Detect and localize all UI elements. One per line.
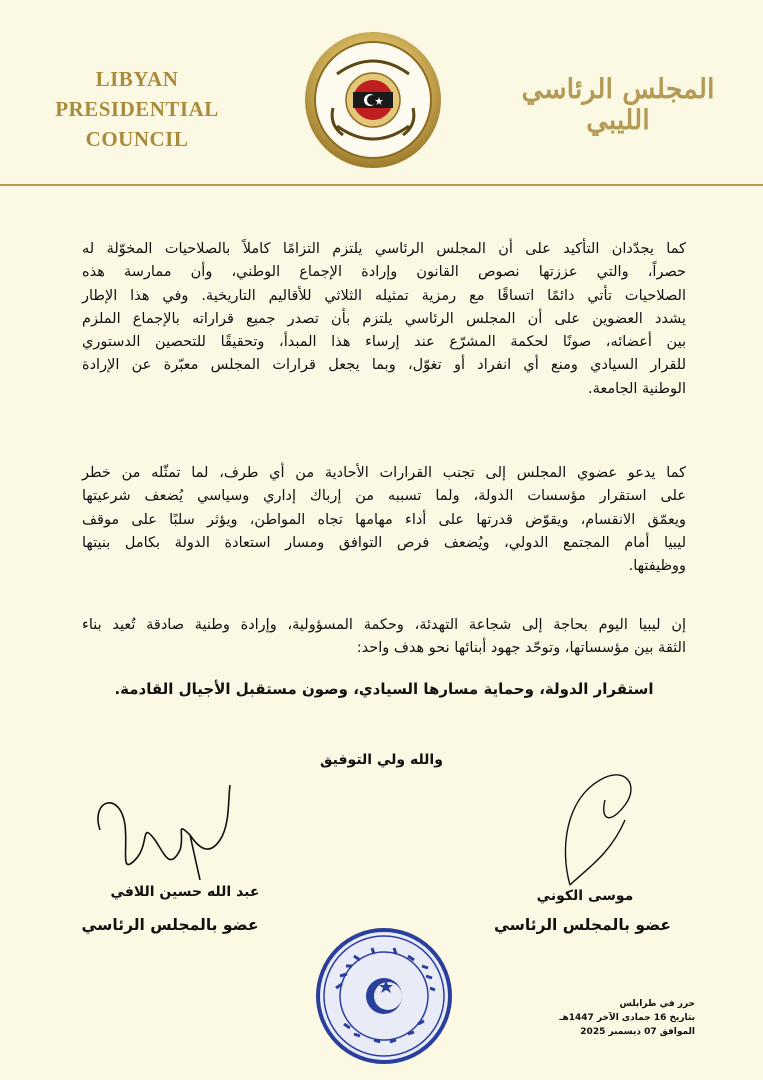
header-divider xyxy=(0,184,763,186)
paragraph-1-line: بين أعضائه، صونًا لحكمة المشرّع عند إرساء هذا المبدأ، وتحقيقًا للتحصين الدستوري xyxy=(82,334,686,351)
signature-right xyxy=(530,760,660,890)
signer-title-right: عضو بالمجلس الرئاسي xyxy=(494,916,671,934)
issue-place: حرر في طرابلس xyxy=(619,999,695,1009)
issue-gregorian-date: الموافق 07 ديسمبر 2025 xyxy=(580,1027,695,1037)
paragraph-2 xyxy=(82,462,686,578)
paragraph-3-line: الثقة بين مؤسساتها، وتوحّد جهود أبنائها نحو هدف واحد: xyxy=(356,640,686,657)
key-objective-statement: استقرار الدولة، وحماية مسارها السيادي، وصون مستقبل الأجيال القادمة. xyxy=(114,680,654,698)
paragraph-2-line: ووظيفتها. xyxy=(628,558,686,575)
paragraph-2-line: ليبيا أمام المجتمع الدولي، ويُضعف فرص التوافق ومسار استعادة الدولة بكامل بنيتها xyxy=(82,534,686,551)
paragraph-2-line: كما يدعو عضوي المجلس إلى تجنب القرارات الأحادية من أي طرف، لما تمثّله من خطر xyxy=(82,465,686,481)
paragraph-1-line: حصراً، والتي عززتها نصوص القانون وإرادة الإجماع الوطني، وأن ممارسة هذه xyxy=(82,264,686,281)
paragraph-1-line: الصلاحيات تأتي دائمًا اتساقًا مع رمزية تمثيله الثلاثي للأقاليم التاريخية. وفي هذا الإطار xyxy=(82,287,686,304)
issue-hijri-date: بتاريخ 16 جمادى الآخر 1447هـ xyxy=(559,1013,695,1023)
org-name-arabic-calligraphy: المجلس الرئاسي الليبي xyxy=(521,74,715,136)
presidential-council-emblem xyxy=(303,30,443,170)
signer-name-right: موسى الكوني xyxy=(536,888,634,904)
official-stamp xyxy=(314,926,454,1066)
paragraph-3-line: إن ليبيا اليوم بحاجة إلى شجاعة التهدئة، وحكمة المسؤولية، وإرادة وطنية صادقة تُعيد بناء xyxy=(82,617,686,633)
issue-info xyxy=(555,997,695,1039)
signature-left xyxy=(80,780,260,890)
org-name-english-line1: LIBYAN PRESIDENTIAL xyxy=(55,67,219,121)
closing-phrase: والله ولي التوفيق xyxy=(320,752,443,768)
signer-title-left: عضو بالمجلس الرئاسي xyxy=(81,916,259,934)
org-name-english xyxy=(22,64,252,154)
paragraph-1-line: كما يجدّدان التأكيد على أن المجلس الرئاسي يلتزم التزامًا كاملاً بالصلاحيات المخوّلة له xyxy=(82,241,686,257)
org-name-english-line2: COUNCIL xyxy=(85,127,189,151)
paragraph-1-line: للقرار السيادي ومنع أي انفراد أو تغوّل، وبما يجعل قرارات المجلس معبّرة عن الإرادة xyxy=(82,357,686,374)
paragraph-2-line: على استقرار مؤسسات الدولة، ولما تسببه من إرباك إداري وسياسي يُضعف شرعيتها xyxy=(82,488,686,505)
paragraph-1-line: الوطنية الجامعة. xyxy=(588,380,686,397)
paragraph-2-line: ويعمّق الانقسام، ويقوّض قدرتها على أداء مهامها تجاه المواطن، ويؤثر سلبًا على موقف xyxy=(82,511,686,528)
paragraph-1-line: يشدد العضوين على أن المجلس الرئاسي يلتزم بأن تصدر جميع قراراته بالإجماع الملزم xyxy=(82,310,686,327)
paragraph-1 xyxy=(82,238,686,401)
signer-name-left: عبد الله حسين اللافي xyxy=(110,884,260,900)
paragraph-3 xyxy=(82,614,686,661)
